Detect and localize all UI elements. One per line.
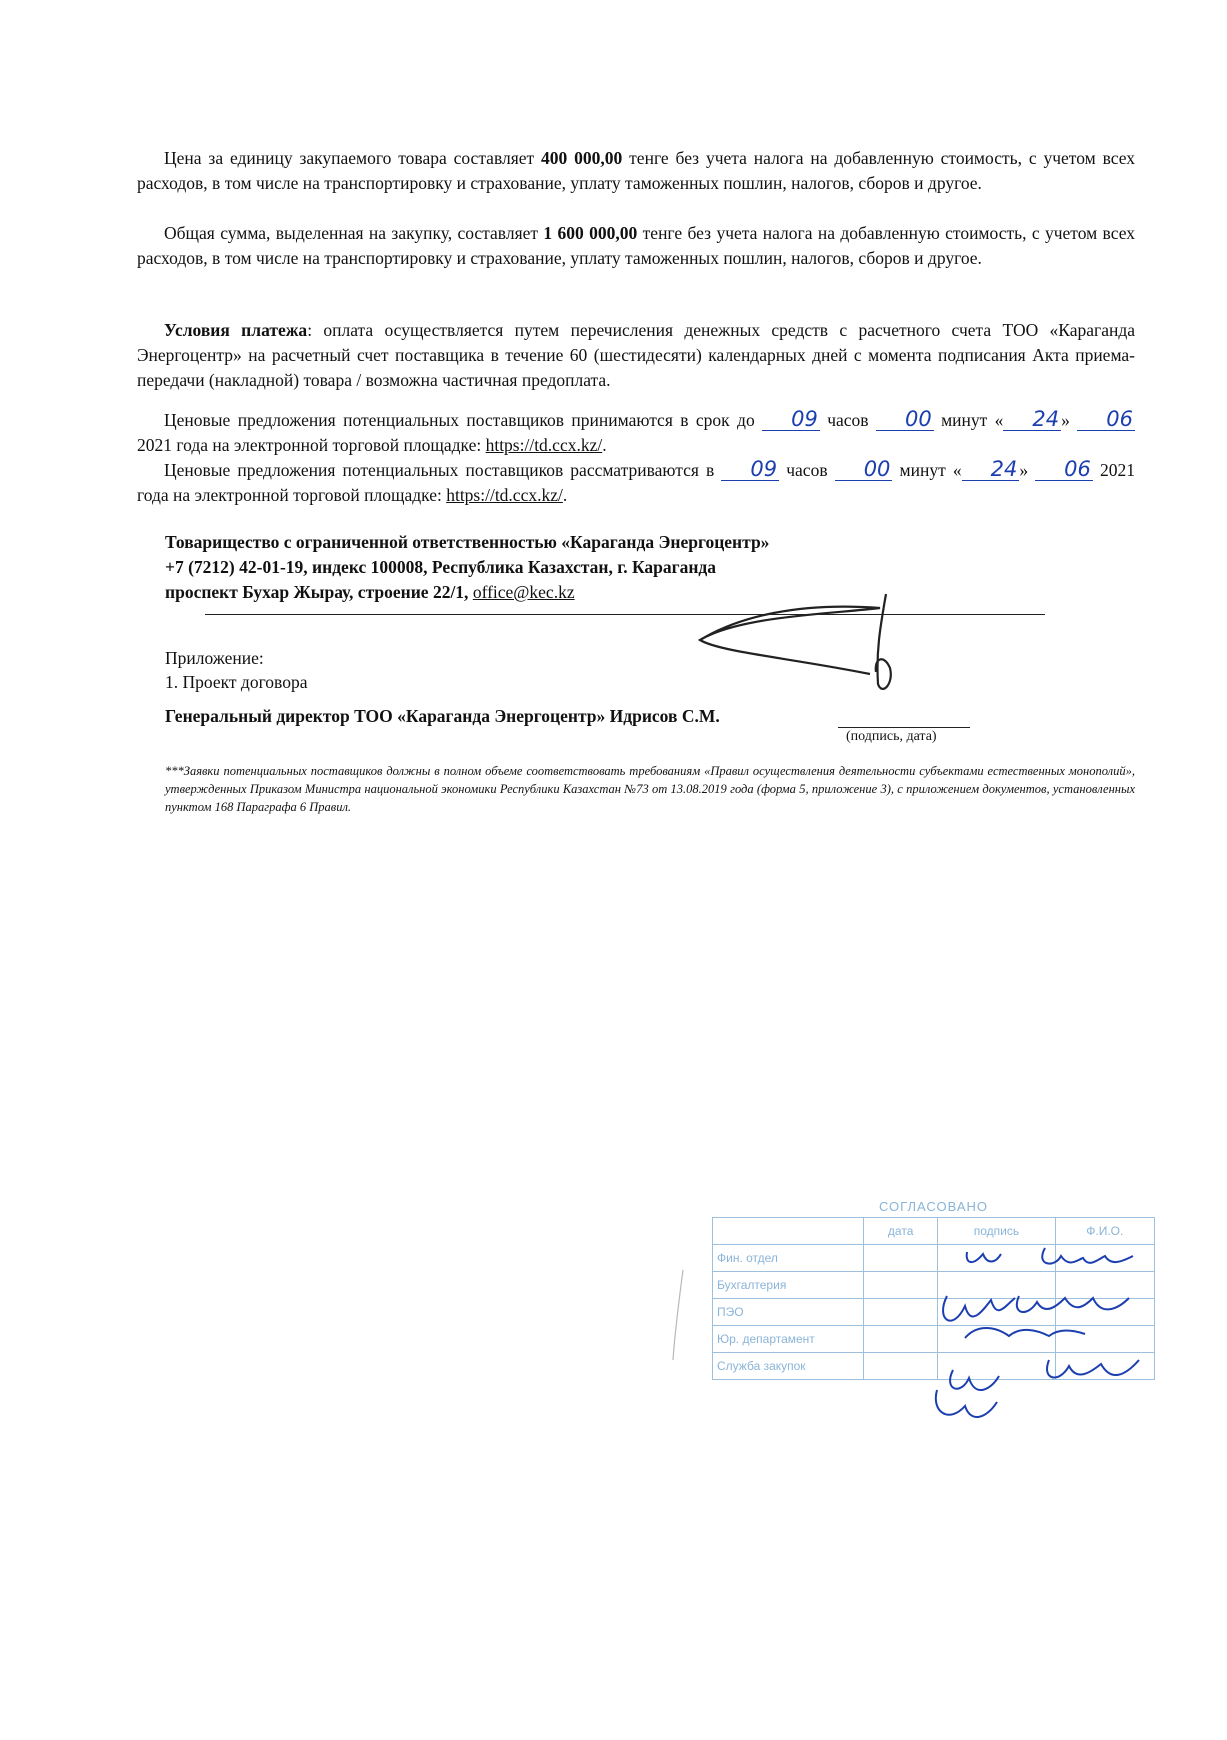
payment-terms-paragraph — [137, 318, 1135, 393]
accept-platform-link[interactable]: https://td.ccx.kz/ — [485, 435, 603, 455]
org-address-text: проспект Бухар Жырау, строение 22/1, — [165, 582, 473, 602]
review-text-end: . — [562, 485, 568, 505]
accept-minutes-handwritten: 00 — [876, 408, 934, 431]
accept-text-end: . — [602, 435, 607, 455]
unit-price-text-rest: тенге без учета налога на добавленную стоимость, с учетом всех расходов, в том числе на транспортировку и страхование, уплату таможенных пошлин, налогов, сборов и другое. — [137, 148, 1135, 193]
review-text: Ценовые предложения потенциальных поставщиков рассматриваются в — [164, 460, 722, 480]
review-text-day: » — [1019, 460, 1036, 480]
stamp-row-label: Юр. департамент — [713, 1326, 864, 1353]
unit-price-amount: 400 000,00 — [541, 148, 623, 168]
org-contacts: +7 (7212) 42-01-19, индекс 100008, Республика Казахстан, г. Караганда — [165, 557, 717, 577]
accept-hours-handwritten: 09 — [762, 408, 820, 431]
stamp-row-label: Фин. отдел — [713, 1245, 864, 1272]
total-sum-text-rest: тенге без учета налога на добавленную стоимость, с учетом всех расходов, в том числе на транспортировку и страхование, уплату таможенных пошлин, налогов, сборов и другое. — [137, 223, 1135, 268]
accept-text-year: 2021 года на электронной торговой площадке: — [137, 435, 486, 455]
accept-deadline-paragraph — [137, 408, 1135, 458]
payment-terms-label: Условия платежа — [164, 320, 308, 340]
stamp-title: СОГЛАСОВАНО — [878, 1199, 989, 1214]
review-text-year: 2021 года на электронной торговой площадке: — [137, 460, 1136, 505]
unit-price-text: Цена за единицу закупаемого товара составляет — [164, 148, 542, 168]
accept-text-minutes: минут « — [933, 410, 1004, 430]
review-text-hours: часов — [779, 460, 835, 480]
stamp-row-label: ПЭО — [713, 1299, 864, 1326]
stamp-row-label: Служба закупок — [713, 1353, 864, 1380]
payment-terms-text: : оплата осуществляется путем перечисления денежных средств с расчетного счета ТОО «Караганда Энергоцентр» на расчетный счет поставщика в течение 60 (шестидесяти) календарных дней с момента подписания Акта приема-передачи (накладной) товара / возможна частичная предоплата. — [137, 320, 1136, 390]
director-line: Генеральный директор ТОО «Караганда Энергоцентр» Идрисов С.М. — [165, 706, 720, 726]
appendix-label: Приложение: — [165, 648, 264, 668]
stamp-col-date: дата — [864, 1218, 938, 1245]
review-month-handwritten: 06 — [1035, 458, 1093, 481]
org-email-link[interactable]: office@kec.kz — [472, 582, 575, 602]
accept-month-handwritten: 06 — [1077, 408, 1135, 431]
review-platform-link[interactable]: https://td.ccx.kz/ — [446, 485, 563, 505]
director-signature — [680, 588, 980, 698]
total-sum-paragraph — [137, 221, 1135, 271]
total-sum-amount: 1 600 000,00 — [543, 223, 638, 243]
org-name: Товарищество с ограниченной ответственностью «Караганда Энергоцентр» — [165, 532, 770, 552]
total-sum-text: Общая сумма, выделенная на закупку, составляет — [164, 223, 544, 243]
review-text-minutes: минут « — [892, 460, 962, 480]
stamp-col-signature: подпись — [938, 1218, 1055, 1245]
accept-day-handwritten: 24 — [1003, 408, 1061, 431]
approval-signatures — [665, 1240, 1185, 1440]
signature-caption: (подпись, дата) — [846, 729, 937, 744]
org-address — [165, 580, 575, 604]
review-deadline-paragraph — [137, 458, 1135, 508]
unit-price-paragraph — [137, 146, 1135, 196]
signature-line — [838, 727, 970, 728]
appendix-item: 1. Проект договора — [165, 672, 308, 692]
accept-text-hours: часов — [819, 410, 876, 430]
accept-text: Ценовые предложения потенциальных поставщиков принимаются в срок до — [164, 410, 763, 430]
accept-text-day: » — [1061, 410, 1078, 430]
review-hours-handwritten: 09 — [721, 458, 779, 481]
review-day-handwritten: 24 — [962, 458, 1020, 481]
footnote: ***Заявки потенциальных поставщиков должны в полном объеме соответствовать требованиям «Правил осуществления деятельности субъектами естественных монополий», утвержденных Приказом Министра национальной экономики Республики Казахстан №73 от 13.08.2019 года (форма 5, приложение 3), с приложением документов, установленных пунктом 168 Параграфа 6 Правил. — [165, 764, 1135, 814]
stamp-row-label: Бухгалтерия — [713, 1272, 864, 1299]
stamp-col-name: Ф.И.О. — [1055, 1218, 1154, 1245]
review-minutes-handwritten: 00 — [835, 458, 893, 481]
